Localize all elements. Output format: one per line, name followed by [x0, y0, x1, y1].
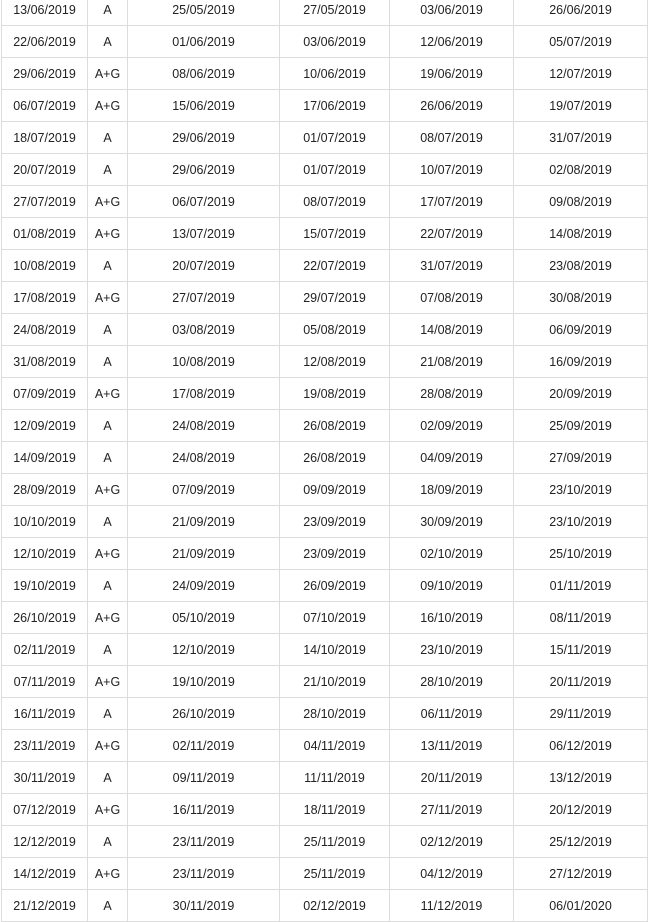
date-cell: 12/06/2019 [390, 26, 514, 58]
date-cell: 10/08/2019 [2, 250, 88, 282]
type-cell: A [88, 314, 128, 346]
table-row [2, 698, 648, 730]
table-row [2, 410, 648, 442]
date-cell: 24/08/2019 [128, 442, 280, 474]
date-cell: 06/07/2019 [2, 90, 88, 122]
date-cell: 09/10/2019 [390, 570, 514, 602]
date-cell: 21/10/2019 [280, 666, 390, 698]
date-cell: 05/10/2019 [128, 602, 280, 634]
date-cell: 25/10/2019 [514, 538, 648, 570]
date-cell: 02/12/2019 [390, 826, 514, 858]
type-cell: A+G [88, 218, 128, 250]
date-cell: 26/09/2019 [280, 570, 390, 602]
date-cell: 08/07/2019 [390, 122, 514, 154]
date-cell: 07/09/2019 [2, 378, 88, 410]
table-row [2, 634, 648, 666]
date-cell: 23/10/2019 [514, 474, 648, 506]
date-cell: 26/06/2019 [390, 90, 514, 122]
date-cell: 26/08/2019 [280, 410, 390, 442]
date-cell: 20/09/2019 [514, 378, 648, 410]
date-cell: 11/12/2019 [390, 890, 514, 922]
date-cell: 02/11/2019 [2, 634, 88, 666]
date-cell: 12/10/2019 [128, 634, 280, 666]
table-row [2, 154, 648, 186]
type-cell: A [88, 698, 128, 730]
type-cell: A [88, 890, 128, 922]
type-cell: A+G [88, 90, 128, 122]
date-cell: 12/07/2019 [514, 58, 648, 90]
type-cell: A [88, 122, 128, 154]
date-cell: 27/09/2019 [514, 442, 648, 474]
table-row [2, 378, 648, 410]
date-cell: 22/07/2019 [390, 218, 514, 250]
date-cell: 03/08/2019 [128, 314, 280, 346]
date-cell: 19/07/2019 [514, 90, 648, 122]
date-cell: 23/11/2019 [2, 730, 88, 762]
date-cell: 04/11/2019 [280, 730, 390, 762]
date-cell: 30/11/2019 [128, 890, 280, 922]
date-cell: 13/06/2019 [2, 0, 88, 26]
date-cell: 16/11/2019 [2, 698, 88, 730]
date-cell: 28/10/2019 [390, 666, 514, 698]
date-cell: 08/06/2019 [128, 58, 280, 90]
date-cell: 17/07/2019 [390, 186, 514, 218]
date-cell: 12/10/2019 [2, 538, 88, 570]
date-cell: 31/08/2019 [2, 346, 88, 378]
date-cell: 07/08/2019 [390, 282, 514, 314]
date-cell: 07/12/2019 [2, 794, 88, 826]
date-cell: 14/08/2019 [514, 218, 648, 250]
date-cell: 26/06/2019 [514, 0, 648, 26]
date-cell: 29/07/2019 [280, 282, 390, 314]
date-cell: 13/07/2019 [128, 218, 280, 250]
table-row [2, 346, 648, 378]
date-cell: 07/11/2019 [2, 666, 88, 698]
schedule-table-body [2, 0, 648, 922]
date-cell: 12/12/2019 [2, 826, 88, 858]
date-cell: 06/07/2019 [128, 186, 280, 218]
type-cell: A+G [88, 282, 128, 314]
table-row [2, 890, 648, 922]
date-cell: 21/12/2019 [2, 890, 88, 922]
table-row [2, 730, 648, 762]
date-cell: 06/01/2020 [514, 890, 648, 922]
date-cell: 15/07/2019 [280, 218, 390, 250]
date-cell: 05/08/2019 [280, 314, 390, 346]
type-cell: A+G [88, 58, 128, 90]
date-cell: 06/09/2019 [514, 314, 648, 346]
date-cell: 23/09/2019 [280, 506, 390, 538]
date-cell: 25/11/2019 [280, 826, 390, 858]
date-cell: 05/07/2019 [514, 26, 648, 58]
date-cell: 02/08/2019 [514, 154, 648, 186]
date-cell: 02/11/2019 [128, 730, 280, 762]
date-cell: 23/08/2019 [514, 250, 648, 282]
date-cell: 18/07/2019 [2, 122, 88, 154]
date-cell: 18/09/2019 [390, 474, 514, 506]
date-cell: 25/11/2019 [280, 858, 390, 890]
type-cell: A+G [88, 538, 128, 570]
table-row [2, 250, 648, 282]
date-cell: 09/09/2019 [280, 474, 390, 506]
date-cell: 25/05/2019 [128, 0, 280, 26]
date-cell: 27/11/2019 [390, 794, 514, 826]
date-cell: 29/06/2019 [2, 58, 88, 90]
type-cell: A [88, 0, 128, 26]
date-cell: 21/09/2019 [128, 538, 280, 570]
date-cell: 30/09/2019 [390, 506, 514, 538]
date-cell: 10/07/2019 [390, 154, 514, 186]
date-cell: 23/09/2019 [280, 538, 390, 570]
date-cell: 26/10/2019 [2, 602, 88, 634]
table-row [2, 666, 648, 698]
date-cell: 19/06/2019 [390, 58, 514, 90]
table-row [2, 794, 648, 826]
table-row [2, 90, 648, 122]
date-cell: 20/07/2019 [128, 250, 280, 282]
date-cell: 11/11/2019 [280, 762, 390, 794]
date-cell: 16/09/2019 [514, 346, 648, 378]
date-cell: 15/11/2019 [514, 634, 648, 666]
date-cell: 02/09/2019 [390, 410, 514, 442]
date-cell: 10/08/2019 [128, 346, 280, 378]
table-row [2, 314, 648, 346]
table-row [2, 442, 648, 474]
date-cell: 20/11/2019 [390, 762, 514, 794]
date-cell: 16/10/2019 [390, 602, 514, 634]
date-cell: 23/10/2019 [514, 506, 648, 538]
date-cell: 23/11/2019 [128, 858, 280, 890]
type-cell: A+G [88, 666, 128, 698]
date-cell: 20/07/2019 [2, 154, 88, 186]
date-cell: 27/07/2019 [2, 186, 88, 218]
schedule-table [1, 0, 648, 922]
date-cell: 23/11/2019 [128, 826, 280, 858]
table-row [2, 858, 648, 890]
date-cell: 31/07/2019 [390, 250, 514, 282]
type-cell: A [88, 410, 128, 442]
date-cell: 24/08/2019 [2, 314, 88, 346]
date-cell: 19/10/2019 [128, 666, 280, 698]
date-cell: 06/12/2019 [514, 730, 648, 762]
date-cell: 24/09/2019 [128, 570, 280, 602]
date-cell: 03/06/2019 [280, 26, 390, 58]
table-row [2, 58, 648, 90]
table-row [2, 218, 648, 250]
date-cell: 16/11/2019 [128, 794, 280, 826]
date-cell: 01/07/2019 [280, 154, 390, 186]
date-cell: 07/09/2019 [128, 474, 280, 506]
date-cell: 29/06/2019 [128, 122, 280, 154]
date-cell: 14/08/2019 [390, 314, 514, 346]
date-cell: 04/12/2019 [390, 858, 514, 890]
date-cell: 30/11/2019 [2, 762, 88, 794]
table-row [2, 570, 648, 602]
type-cell: A [88, 570, 128, 602]
date-cell: 09/08/2019 [514, 186, 648, 218]
schedule-sheet [1, 0, 647, 922]
date-cell: 10/10/2019 [2, 506, 88, 538]
table-row [2, 474, 648, 506]
date-cell: 13/11/2019 [390, 730, 514, 762]
type-cell: A [88, 506, 128, 538]
date-cell: 19/08/2019 [280, 378, 390, 410]
type-cell: A+G [88, 378, 128, 410]
date-cell: 09/11/2019 [128, 762, 280, 794]
date-cell: 27/05/2019 [280, 0, 390, 26]
date-cell: 07/10/2019 [280, 602, 390, 634]
date-cell: 22/07/2019 [280, 250, 390, 282]
date-cell: 31/07/2019 [514, 122, 648, 154]
date-cell: 17/06/2019 [280, 90, 390, 122]
date-cell: 10/06/2019 [280, 58, 390, 90]
date-cell: 12/08/2019 [280, 346, 390, 378]
date-cell: 26/10/2019 [128, 698, 280, 730]
date-cell: 27/07/2019 [128, 282, 280, 314]
date-cell: 20/11/2019 [514, 666, 648, 698]
type-cell: A [88, 634, 128, 666]
type-cell: A+G [88, 602, 128, 634]
type-cell: A+G [88, 858, 128, 890]
date-cell: 23/10/2019 [390, 634, 514, 666]
type-cell: A [88, 26, 128, 58]
table-row [2, 602, 648, 634]
date-cell: 02/10/2019 [390, 538, 514, 570]
date-cell: 02/12/2019 [280, 890, 390, 922]
date-cell: 01/08/2019 [2, 218, 88, 250]
date-cell: 03/06/2019 [390, 0, 514, 26]
table-row [2, 0, 648, 26]
type-cell: A [88, 826, 128, 858]
date-cell: 20/12/2019 [514, 794, 648, 826]
date-cell: 14/09/2019 [2, 442, 88, 474]
table-row [2, 826, 648, 858]
table-row [2, 762, 648, 794]
date-cell: 12/09/2019 [2, 410, 88, 442]
date-cell: 24/08/2019 [128, 410, 280, 442]
date-cell: 01/06/2019 [128, 26, 280, 58]
type-cell: A [88, 442, 128, 474]
table-row [2, 122, 648, 154]
date-cell: 21/09/2019 [128, 506, 280, 538]
type-cell: A [88, 346, 128, 378]
table-row [2, 282, 648, 314]
date-cell: 19/10/2019 [2, 570, 88, 602]
date-cell: 14/10/2019 [280, 634, 390, 666]
table-row [2, 538, 648, 570]
date-cell: 08/07/2019 [280, 186, 390, 218]
date-cell: 28/10/2019 [280, 698, 390, 730]
date-cell: 18/11/2019 [280, 794, 390, 826]
date-cell: 28/09/2019 [2, 474, 88, 506]
date-cell: 04/09/2019 [390, 442, 514, 474]
type-cell: A [88, 250, 128, 282]
date-cell: 29/06/2019 [128, 154, 280, 186]
date-cell: 28/08/2019 [390, 378, 514, 410]
table-row [2, 506, 648, 538]
type-cell: A+G [88, 730, 128, 762]
type-cell: A [88, 154, 128, 186]
date-cell: 22/06/2019 [2, 26, 88, 58]
date-cell: 29/11/2019 [514, 698, 648, 730]
date-cell: 26/08/2019 [280, 442, 390, 474]
date-cell: 15/06/2019 [128, 90, 280, 122]
date-cell: 30/08/2019 [514, 282, 648, 314]
date-cell: 01/07/2019 [280, 122, 390, 154]
table-row [2, 26, 648, 58]
date-cell: 17/08/2019 [128, 378, 280, 410]
date-cell: 27/12/2019 [514, 858, 648, 890]
type-cell: A+G [88, 794, 128, 826]
date-cell: 14/12/2019 [2, 858, 88, 890]
type-cell: A+G [88, 186, 128, 218]
date-cell: 01/11/2019 [514, 570, 648, 602]
date-cell: 25/12/2019 [514, 826, 648, 858]
date-cell: 08/11/2019 [514, 602, 648, 634]
date-cell: 17/08/2019 [2, 282, 88, 314]
type-cell: A [88, 762, 128, 794]
date-cell: 13/12/2019 [514, 762, 648, 794]
table-row [2, 186, 648, 218]
date-cell: 06/11/2019 [390, 698, 514, 730]
date-cell: 25/09/2019 [514, 410, 648, 442]
date-cell: 21/08/2019 [390, 346, 514, 378]
type-cell: A+G [88, 474, 128, 506]
